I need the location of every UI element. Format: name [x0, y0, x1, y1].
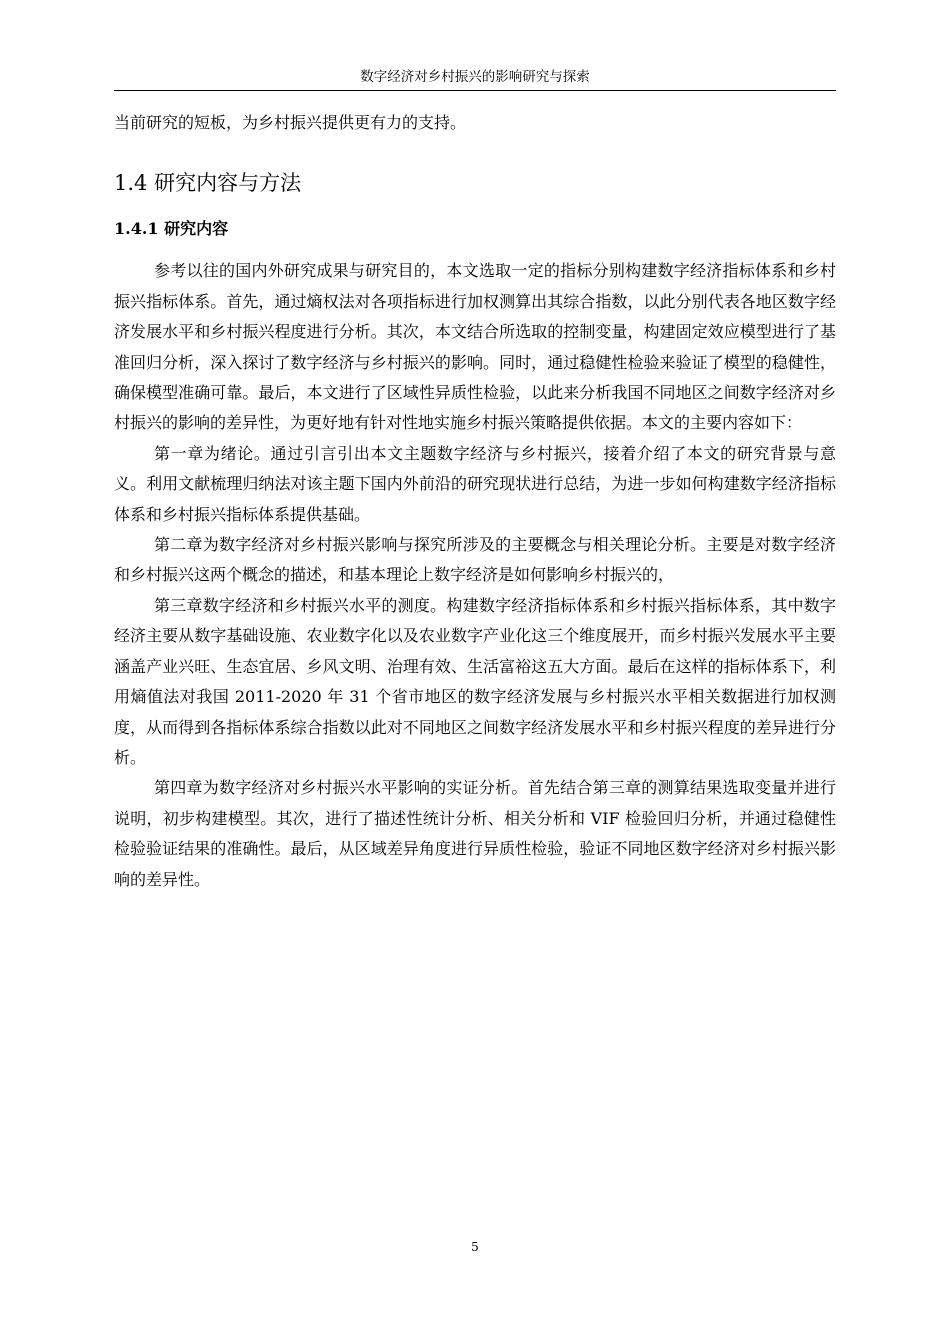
section-heading: 1.4 研究内容与方法 [114, 171, 302, 196]
continued-paragraph: 当前研究的短板，为乡村振兴提供更有力的支持。 [114, 113, 467, 132]
chapter-three-paragraph: 第三章数字经济和乡村振兴水平的测度。构建数字经济指标体系和乡村振兴指标体系，其中数字经济主要从数字基础设施、农业数字化以及农业数字产业化这三个维度展开，而乡村振兴发展水平主要涵盖产业兴旺、生态宜居、乡风文明、治理有效、生活富裕这五大方面。最后在这样的指标体系下，利用熵值法对我国 2011-2020 年 31 个省市地区的数字经济发展与乡村振兴水平相关数据进行加权测度，从而得到各指标体系综合指数以此对不同地区之间数字经济发展水平和乡村振兴程度的差异进行分析。 [114, 595, 836, 767]
subsection-heading: 1.4.1 研究内容 [114, 219, 229, 239]
body-content [114, 108, 836, 895]
page-number: 5 [471, 1240, 479, 1254]
running-header: 数字经济对乡村振兴的影响研究与探索 [114, 66, 836, 91]
chapter-four-paragraph: 第四章为数字经济对乡村振兴水平影响的实证分析。首先结合第三章的测算结果选取变量并进行说明，初步构建模型。其次，进行了描述性统计分析、相关分析和 VIF 检验回归分析，并通过稳健性检验验证结果的准确性。最后，从区域差异角度进行异质性检验，验证不同地区数字经济对乡村振兴影响的差异性。 [114, 778, 836, 889]
research-content-paragraph: 参考以往的国内外研究成果与研究目的，本文选取一定的指标分别构建数字经济指标体系和乡村振兴指标体系。首先，通过熵权法对各项指标进行加权测算出其综合指数，以此分别代表各地区数字经济发展水平和乡村振兴程度进行分析。其次，本文结合所选取的控制变量，构建固定效应模型进行了基准回归分析，深入探讨了数字经济与乡村振兴的影响。同时，通过稳健性检验来验证了模型的稳健性，确保模型准确可靠。最后，本文进行了区域性异质性检验，以此来分析我国不同地区之间数字经济对乡村振兴的影响的差异性，为更好地有针对性地实施乡村振兴策略提供依据。本文的主要内容如下： [114, 261, 836, 433]
chapter-two-paragraph: 第二章为数字经济对乡村振兴影响与探究所涉及的主要概念与相关理论分析。主要是对数字经济和乡村振兴这两个概念的描述，和基本理论上数字经济是如何影响乡村振兴的， [114, 535, 836, 585]
chapter-one-paragraph: 第一章为绪论。通过引言引出本文主题数字经济与乡村振兴，接着介绍了本文的研究背景与意义。利用文献梳理归纳法对该主题下国内外前沿的研究现状进行总结，为进一步如何构建数字经济指标体系和乡村振兴指标体系提供基础。 [114, 443, 836, 524]
